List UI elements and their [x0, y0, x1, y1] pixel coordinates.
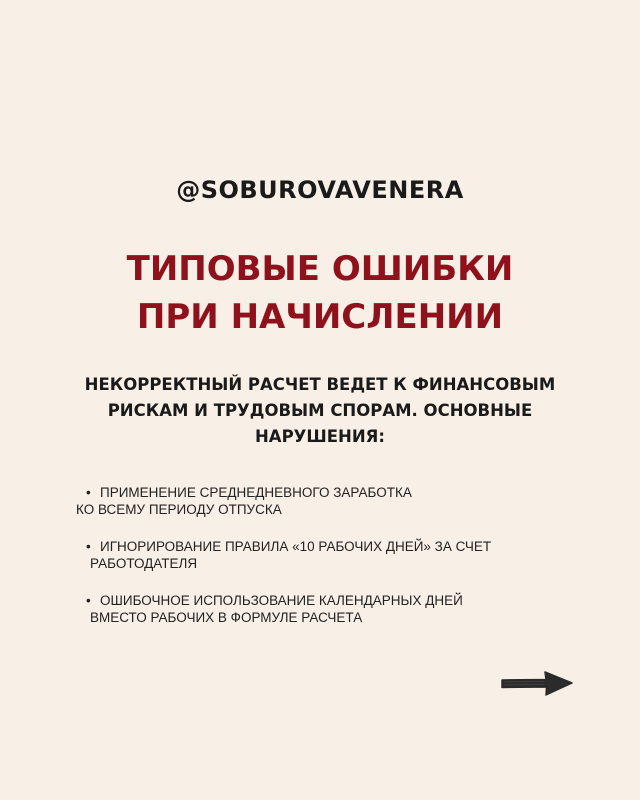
- intro-line: РИСКАМ И ТРУДОВЫМ СПОРАМ. ОСНОВНЫЕ: [107, 401, 533, 420]
- bullet-icon: •: [86, 539, 91, 554]
- list-item: [76, 484, 596, 518]
- list-item: [76, 538, 596, 572]
- list-item-text: ОШИБОЧНОЕ ИСПОЛЬЗОВАНИЕ КАЛЕНДАРНЫХ ДНЕЙ: [100, 593, 463, 608]
- list-item-text: РАБОТОДАТЕЛЯ: [90, 556, 198, 571]
- list-item-text: ВМЕСТО РАБОЧИХ В ФОРМУЛЕ РАСЧЕТА: [90, 610, 363, 625]
- page-title: [0, 245, 640, 341]
- list-item-text: КО ВСЕМУ ПЕРИОДУ ОТПУСКА: [76, 502, 282, 517]
- list-item-text: ПРИМЕНЕНИЕ СРЕДНЕДНЕВНОГО ЗАРАБОТКА: [100, 485, 412, 500]
- list-item: [76, 592, 596, 626]
- bullet-icon: •: [86, 485, 91, 500]
- list-item-text: ИГНОРИРОВАНИЕ ПРАВИЛА «10 РАБОЧИХ ДНЕЙ» ЗА СЧЕТ: [100, 539, 492, 554]
- handle: @SOBUROVAVENERA: [176, 176, 464, 204]
- title-line: ПРИ НАЧИСЛЕНИИ: [136, 297, 504, 337]
- arrow-right-icon[interactable]: [500, 665, 574, 701]
- intro-line: НАРУШЕНИЯ:: [255, 427, 385, 446]
- errors-list: [76, 484, 596, 626]
- bullet-icon: •: [86, 593, 91, 608]
- title-line: ТИПОВЫЕ ОШИБКИ: [126, 249, 514, 289]
- intro-text: [60, 372, 580, 450]
- intro-line: НЕКОРРЕКТНЫЙ РАСЧЕТ ВЕДЕТ К ФИНАНСОВЫМ: [84, 375, 556, 394]
